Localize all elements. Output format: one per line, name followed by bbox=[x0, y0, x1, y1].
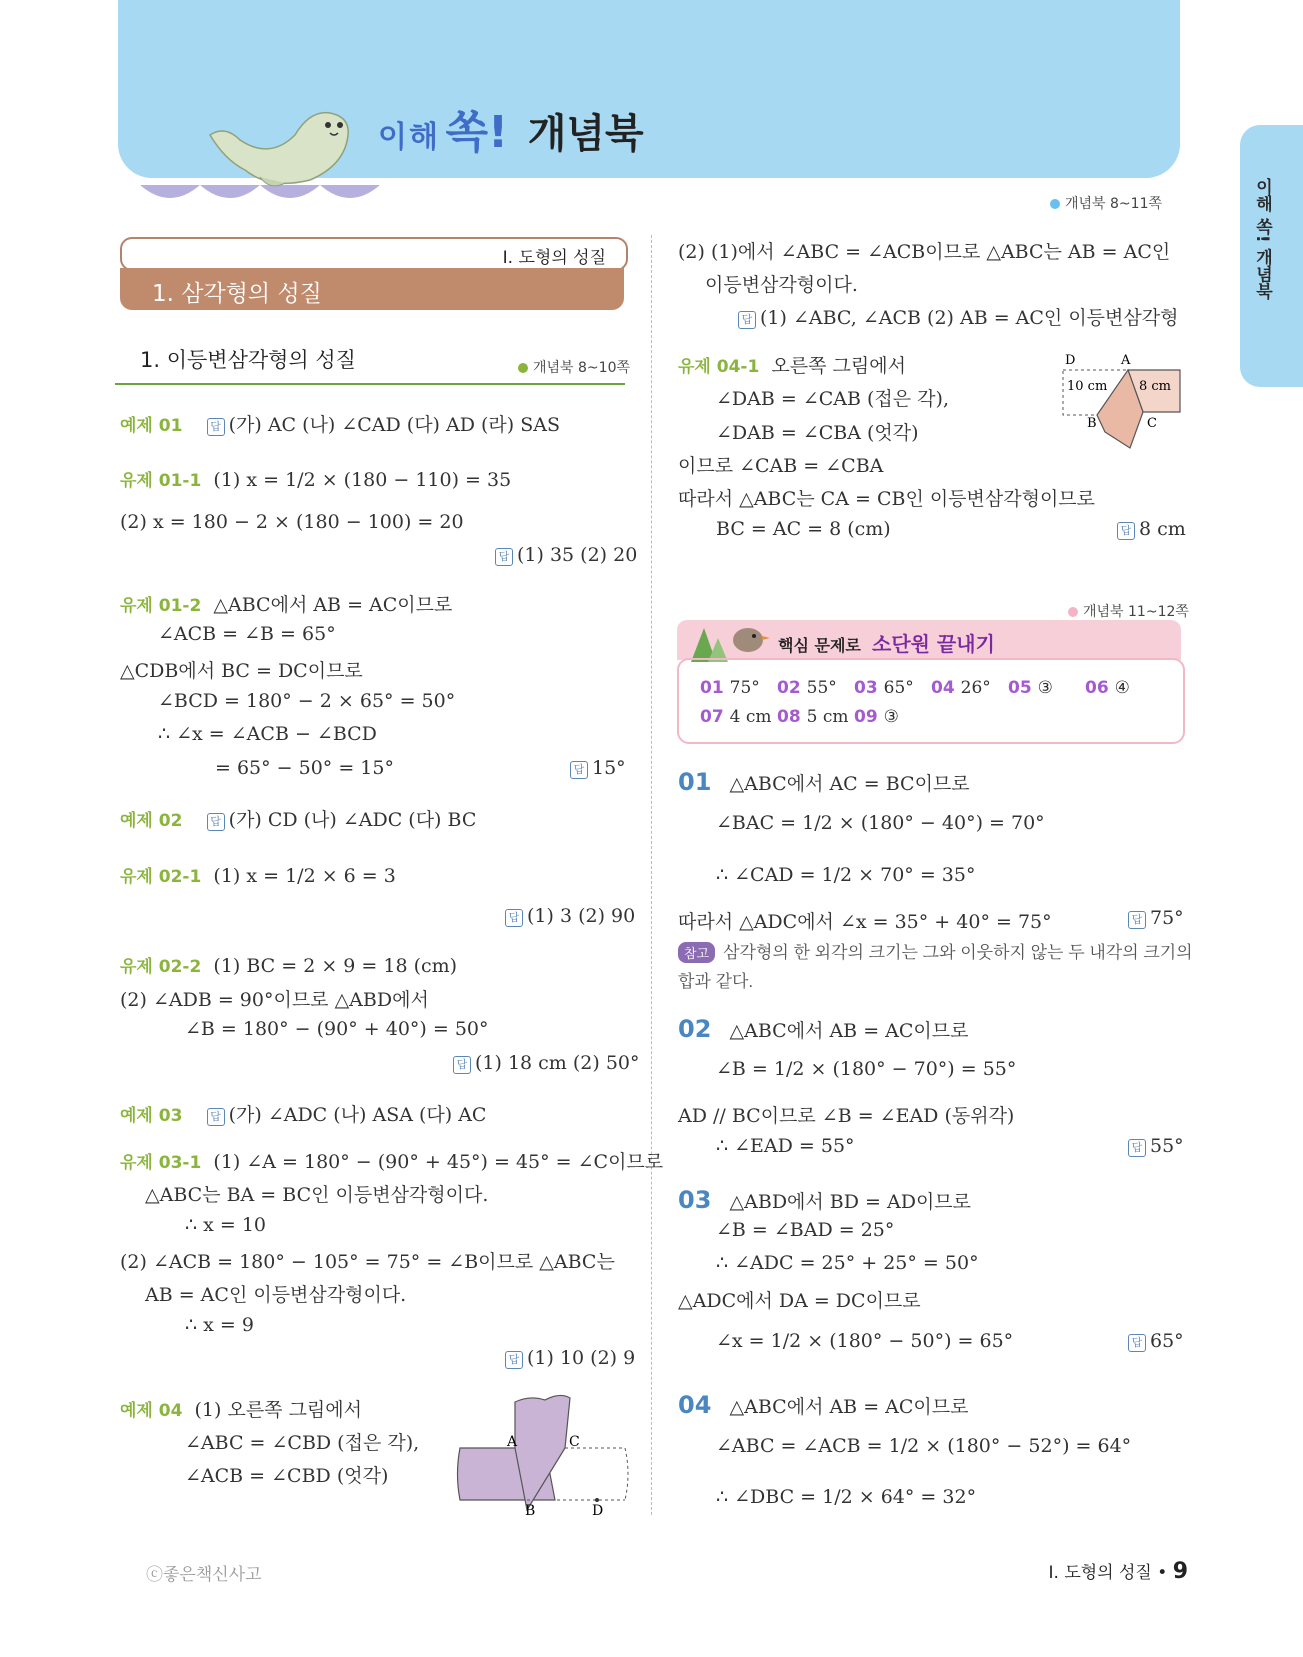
summary-item: 01 75° bbox=[700, 678, 760, 698]
summary-item: 04 26° bbox=[931, 678, 991, 698]
footer-chapter: Ⅰ. 도형의 성질 • 9 bbox=[1048, 1559, 1188, 1584]
summary-title: 핵심 문제로 소단원 끝내기 bbox=[778, 632, 995, 656]
text-line: (2) ∠ACB = 180° − 105° = 75° = ∠B이므로 △ABC는 bbox=[120, 1251, 615, 1273]
dot-icon bbox=[1068, 607, 1078, 617]
text-line: 따라서 △ADC에서 ∠x = 35° + 40° = 75° bbox=[678, 911, 1052, 933]
answer-badge-icon: 답 bbox=[505, 909, 523, 927]
text-line: ∠x = 1/2 × (180° − 50°) = 65° bbox=[716, 1330, 1014, 1352]
seal-mascot-icon bbox=[200, 95, 360, 195]
example-03: 예제 03 답 (가) ∠ADC (나) ASA (다) AC bbox=[120, 1104, 487, 1126]
problem-01-1: 유제 01-1 (1) x = 1/2 × (180 − 110) = 35 bbox=[120, 469, 512, 491]
answer-line: 답 55° bbox=[1128, 1135, 1184, 1157]
summary-item: 05 ③ bbox=[1008, 678, 1053, 698]
example-02: 예제 02 답 (가) CD (나) ∠ADC (다) BC bbox=[120, 809, 477, 831]
summary-item: 02 55° bbox=[777, 678, 837, 698]
answer-line: 답 (1) 35 (2) 20 bbox=[495, 544, 637, 566]
summary-item: 06 ④ bbox=[1085, 678, 1130, 698]
chapter-box bbox=[120, 237, 628, 271]
summary-item: 03 65° bbox=[854, 678, 914, 698]
chapter-label: Ⅰ. 도형의 성질 bbox=[502, 248, 606, 268]
answer-line: 답 (1) 10 (2) 9 bbox=[505, 1347, 635, 1369]
text-line: AD // BC이므로 ∠B = ∠EAD (동위각) bbox=[678, 1105, 1015, 1127]
point-label: C bbox=[1147, 416, 1157, 431]
problem-01-2: 유제 01-2 △ABC에서 AB = AC이므로 bbox=[120, 594, 453, 616]
answer-line: 답 8 cm bbox=[1117, 518, 1186, 540]
text-line: ∠DAB = ∠CBA (엇각) bbox=[716, 422, 919, 444]
title-small: 이해 bbox=[378, 120, 440, 155]
point-label: D bbox=[1065, 353, 1076, 368]
problem-03-1: 유제 03-1 (1) ∠A = 180° − (90° + 45°) = 45° = ∠C이므로 bbox=[120, 1151, 664, 1173]
text-line: AB = AC인 이등변삼각형이다. bbox=[145, 1284, 407, 1306]
note-line: 참고 삼각형의 한 외각의 크기는 그와 이웃하지 않는 두 내각의 크기의 bbox=[678, 938, 1193, 963]
answer-line: 답 (1) ∠ABC, ∠ACB (2) AB = AC인 이등변삼각형 bbox=[738, 303, 1178, 330]
answer-badge-icon: 답 bbox=[453, 1056, 471, 1074]
text-line: BC = AC = 8 (cm) bbox=[716, 518, 891, 540]
text-line: 따라서 △ABC는 CA = CB인 이등변삼각형이므로 bbox=[678, 488, 1096, 510]
title-big: 쏙! bbox=[445, 107, 509, 158]
text-line: ∠ACB = ∠B = 65° bbox=[158, 623, 336, 645]
text-line: ∴ ∠CAD = 1/2 × 70° = 35° bbox=[716, 864, 976, 886]
text-line: ∠B = 1/2 × (180° − 70°) = 55° bbox=[716, 1058, 1017, 1080]
example-01: 예제 01 답 (가) AC (나) ∠CAD (다) AD (라) SAS bbox=[120, 414, 560, 436]
length-label: 8 cm bbox=[1139, 379, 1172, 394]
answer-badge-icon: 답 bbox=[207, 813, 225, 831]
subsection-title: 1. 이등변삼각형의 성질 bbox=[140, 348, 356, 372]
answer-badge-icon: 답 bbox=[570, 761, 588, 779]
text-line: ∴ x = 9 bbox=[185, 1314, 254, 1336]
problem-02-2: 유제 02-2 (1) BC = 2 × 9 = 18 (cm) bbox=[120, 955, 458, 977]
point-label: B bbox=[525, 1503, 536, 1519]
summary-item: 08 5 cm bbox=[777, 707, 849, 727]
answer-line: 답 (1) 18 cm (2) 50° bbox=[453, 1052, 640, 1074]
problem-02-1: 유제 02-1 (1) x = 1/2 × 6 = 3 bbox=[120, 865, 396, 887]
section-bar bbox=[120, 268, 624, 310]
side-tab-label: 이해 쏙! 개념북 bbox=[1252, 178, 1272, 300]
note-line: 합과 같다. bbox=[678, 972, 754, 991]
point-label: C bbox=[569, 1434, 580, 1450]
answer-badge-icon: 답 bbox=[1128, 911, 1146, 929]
note-tag: 참고 bbox=[678, 942, 715, 963]
answer-badge-icon: 답 bbox=[207, 1108, 225, 1126]
text-line: ∠BAC = 1/2 × (180° − 40°) = 70° bbox=[716, 812, 1045, 834]
solution-01: 01 △ABC에서 AC = BC이므로 bbox=[678, 768, 970, 796]
text-line: △CDB에서 BC = DC이므로 bbox=[120, 660, 363, 682]
section-title: 1. 삼각형의 성질 bbox=[152, 281, 322, 307]
page-reference-2: 개념북 11~12쪽 bbox=[1068, 601, 1189, 621]
page-reference: 개념북 8~11쪽 bbox=[1050, 193, 1162, 213]
answer-badge-icon: 답 bbox=[505, 1351, 523, 1369]
answer-badge-icon: 답 bbox=[495, 548, 513, 566]
copyright: ⓒ좋은책신사고 bbox=[146, 1565, 262, 1585]
length-label: 10 cm bbox=[1067, 379, 1108, 394]
text-line: ∠B = ∠BAD = 25° bbox=[716, 1219, 895, 1241]
answer-badge-icon: 답 bbox=[738, 311, 756, 329]
summary-item: 07 4 cm bbox=[700, 707, 772, 727]
text-line: = 65° − 50° = 15° bbox=[215, 757, 394, 779]
text-line: ∴ x = 10 bbox=[185, 1214, 267, 1236]
text-line: (2) ∠ADB = 90°이므로 △ABD에서 bbox=[120, 989, 429, 1011]
text-line: △ABC는 BA = BC인 이등변삼각형이다. bbox=[145, 1184, 489, 1206]
answer-line: 답 (1) 3 (2) 90 bbox=[505, 905, 635, 927]
subsection-underline bbox=[115, 383, 625, 385]
text-line: (2) x = 180 − 2 × (180 − 100) = 20 bbox=[120, 511, 464, 533]
dot-icon bbox=[518, 363, 528, 373]
problem-04-1: 유제 04-1 오른쪽 그림에서 bbox=[678, 355, 906, 377]
point-label: A bbox=[507, 1434, 518, 1450]
text-line: (2) (1)에서 ∠ABC = ∠ACB이므로 △ABC는 AB = AC인 bbox=[678, 241, 1171, 263]
answer-badge-icon: 답 bbox=[1117, 522, 1135, 540]
page-title bbox=[378, 96, 644, 160]
answer-badge-icon: 답 bbox=[1128, 1139, 1146, 1157]
text-line: △ADC에서 DA = DC이므로 bbox=[678, 1290, 921, 1312]
text-line: ∠ACB = ∠CBD (엇각) bbox=[185, 1465, 389, 1487]
column-divider bbox=[651, 235, 652, 1515]
point-label: B bbox=[1087, 416, 1097, 431]
solution-03: 03 △ABD에서 BD = AD이므로 bbox=[678, 1186, 972, 1214]
text-line: 이등변삼각형이다. bbox=[705, 274, 858, 296]
text-line: ∴ ∠ADC = 25° + 25° = 50° bbox=[716, 1252, 979, 1274]
text-line: ∠DAB = ∠CAB (접은 각), bbox=[716, 388, 949, 410]
example-04: 예제 04 (1) 오른쪽 그림에서 bbox=[120, 1399, 362, 1421]
answer-line: 답 65° bbox=[1128, 1330, 1184, 1352]
text-line: ∴ ∠x = ∠ACB − ∠BCD bbox=[158, 723, 377, 745]
fold-figure bbox=[455, 1390, 635, 1520]
page-number: 9 bbox=[1172, 1559, 1188, 1584]
answer-badge-icon: 답 bbox=[207, 418, 225, 436]
point-label: A bbox=[1121, 353, 1131, 368]
text-line: ∠BCD = 180° − 2 × 65° = 50° bbox=[158, 690, 456, 712]
answer-line: 답 75° bbox=[1128, 907, 1184, 929]
text-line: ∴ ∠DBC = 1/2 × 64° = 32° bbox=[716, 1486, 977, 1508]
solution-02: 02 △ABC에서 AB = AC이므로 bbox=[678, 1015, 969, 1043]
point-label: D bbox=[592, 1503, 604, 1519]
subsection-reference: 개념북 8~10쪽 bbox=[518, 357, 630, 377]
summary-item: 09 ③ bbox=[854, 707, 899, 727]
answer-badge-icon: 답 bbox=[1128, 1334, 1146, 1352]
summary-answers-box bbox=[677, 658, 1185, 744]
dot-icon bbox=[1050, 199, 1060, 209]
answer-line: 답 15° bbox=[570, 757, 626, 779]
text-line: ∠ABC = ∠CBD (접은 각), bbox=[185, 1432, 420, 1454]
text-line: ∠ABC = ∠ACB = 1/2 × (180° − 52°) = 64° bbox=[716, 1435, 1132, 1457]
solution-04: 04 △ABC에서 AB = AC이므로 bbox=[678, 1391, 969, 1419]
text-line: ∴ ∠EAD = 55° bbox=[716, 1135, 855, 1157]
text-line: 이므로 ∠CAB = ∠CBA bbox=[678, 455, 884, 477]
title-main: 개념북 bbox=[527, 111, 644, 157]
text-line: ∠B = 180° − (90° + 40°) = 50° bbox=[185, 1018, 489, 1040]
fold-figure-2 bbox=[1055, 352, 1185, 452]
